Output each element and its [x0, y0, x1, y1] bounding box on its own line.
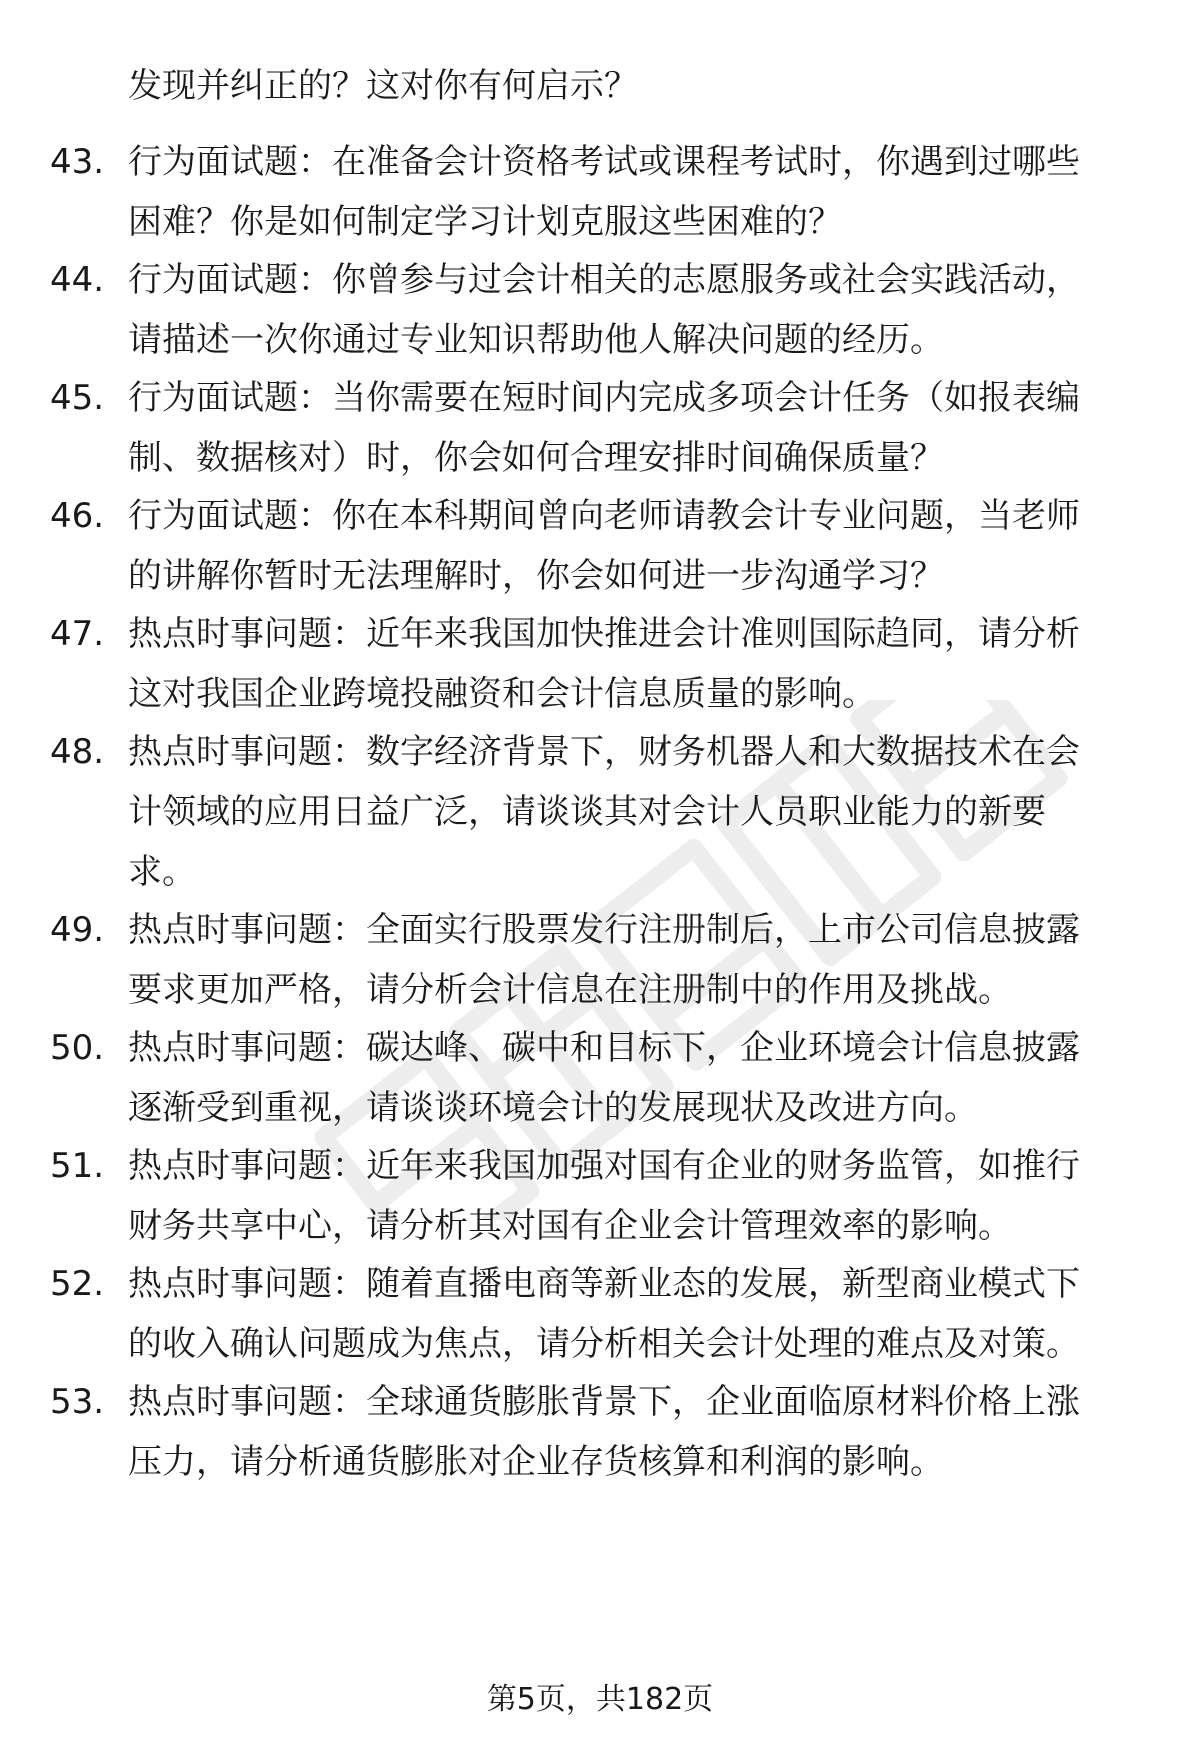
question-number: 43.	[50, 142, 105, 182]
question-53	[0, 1372, 1200, 1492]
question-number: 53.	[50, 1382, 105, 1422]
question-text-line: 困难？你是如何制定学习计划克服这些困难的？	[128, 202, 842, 242]
question-number: 45.	[50, 378, 105, 418]
question-47	[0, 604, 1200, 724]
question-text-line: 热点时事问题：随着直播电商等新业态的发展，新型商业模式下	[128, 1264, 1080, 1304]
question-text-line: 逐渐受到重视，请谈谈环境会计的发展现状及改进方向。	[128, 1088, 978, 1128]
question-text-line: 热点时事问题：全球通货膨胀背景下，企业面临原材料价格上涨	[128, 1382, 1080, 1422]
question-text-line: 压力，请分析通货膨胀对企业存货核算和利润的影响。	[128, 1442, 944, 1482]
question-text-line: 行为面试题：在准备会计资格考试或课程考试时，你遇到过哪些	[128, 142, 1080, 182]
question-44	[0, 250, 1200, 370]
question-text-line: 这对我国企业跨境投融资和会计信息质量的影响。	[128, 674, 876, 714]
question-number: 44.	[50, 260, 105, 300]
question-text-line: 的收入确认问题成为焦点，请分析相关会计处理的难点及对策。	[128, 1324, 1080, 1364]
question-number: 52.	[50, 1264, 105, 1304]
question-text-line: 要求更加严格，请分析会计信息在注册制中的作用及挑战。	[128, 970, 1012, 1010]
question-text-line: 热点时事问题：碳达峰、碳中和目标下，企业环境会计信息披露	[128, 1028, 1080, 1068]
question-text-line: 求。	[128, 852, 196, 892]
question-text-line: 请描述一次你通过专业知识帮助他人解决问题的经历。	[128, 320, 944, 360]
question-43	[0, 132, 1200, 252]
question-50	[0, 1018, 1200, 1138]
question-46	[0, 486, 1200, 606]
page-footer: 第5页，共182页	[486, 1682, 714, 1717]
question-number: 50.	[50, 1028, 105, 1068]
question-48	[0, 722, 1200, 902]
question-text-line: 热点时事问题：数字经济背景下，财务机器人和大数据技术在会	[128, 732, 1080, 772]
question-number: 48.	[50, 732, 105, 772]
question-text-line: 行为面试题：当你需要在短时间内完成多项会计任务（如报表编	[128, 378, 1080, 418]
question-52	[0, 1254, 1200, 1374]
question-number: 51.	[50, 1146, 105, 1186]
question-number: 49.	[50, 910, 105, 950]
question-number: 47.	[50, 614, 105, 654]
question-text-line: 计领域的应用日益广泛，请谈谈其对会计人员职业能力的新要	[128, 792, 1046, 832]
question-51	[0, 1136, 1200, 1256]
question-text-line: 财务共享中心，请分析其对国有企业会计管理效率的影响。	[128, 1206, 1012, 1246]
question-text-line: 行为面试题：你在本科期间曾向老师请教会计专业问题，当老师	[128, 496, 1080, 536]
question-text-line: 热点时事问题：全面实行股票发行注册制后，上市公司信息披露	[128, 910, 1080, 950]
question-42-continuation: 发现并纠正的？这对你有何启示？	[128, 66, 638, 106]
question-text-line: 行为面试题：你曾参与过会计相关的志愿服务或社会实践活动，	[128, 260, 1080, 300]
question-text-line: 热点时事问题：近年来我国加快推进会计准则国际趋同，请分析	[128, 614, 1080, 654]
question-45	[0, 368, 1200, 488]
question-49	[0, 900, 1200, 1020]
question-text-line: 热点时事问题：近年来我国加强对国有企业的财务监管，如推行	[128, 1146, 1080, 1186]
question-text-line: 制、数据核对）时，你会如何合理安排时间确保质量？	[128, 438, 944, 478]
question-text-line: 的讲解你暂时无法理解时，你会如何进一步沟通学习？	[128, 556, 944, 596]
question-number: 46.	[50, 496, 105, 536]
